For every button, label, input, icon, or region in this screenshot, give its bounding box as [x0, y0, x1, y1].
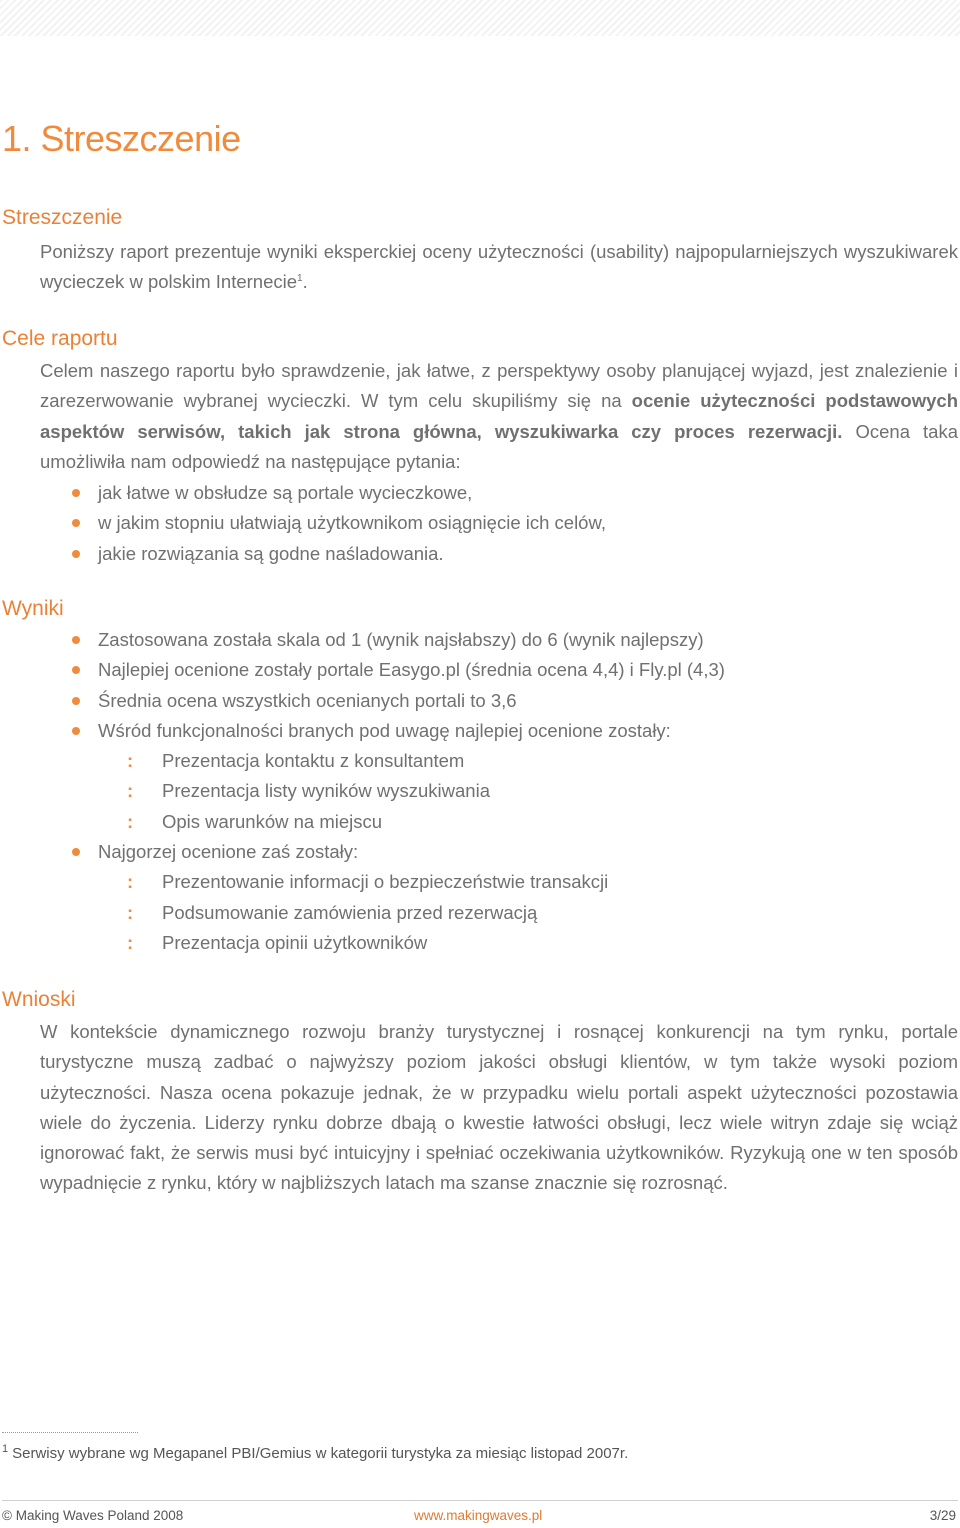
list-item	[0, 686, 960, 716]
section-heading-goals: Cele raportu	[2, 327, 118, 350]
sub-list-item	[0, 898, 960, 928]
section-heading-results: Wyniki	[2, 597, 64, 620]
page-title: 1. Streszczenie	[2, 118, 241, 159]
footer-copyright: © Making Waves Poland 2008	[2, 1508, 184, 1523]
sub-list-item-text: Prezentacja opinii użytkowników	[162, 931, 428, 953]
footnote	[2, 1443, 628, 1462]
list-item-text: Średnia ocena wszystkich ocenianych portali to 3,6	[98, 689, 517, 711]
goals-text-before: Celem naszego raportu było sprawdzenie, jak łatwe, z perspektywy osoby planującej wyjazd, jest znalezienie i zarezerwowanie wybranej wycieczki. W tym celu skupiliśmy się na	[40, 360, 958, 412]
footnote-number: 1	[2, 1443, 9, 1455]
list-item	[0, 716, 960, 746]
list-item-text: Wśród funkcjonalności branych pod uwagę najlepiej ocenione zostały:	[98, 719, 671, 741]
sub-bullet-marker: :	[127, 901, 134, 923]
bullet-dot-icon	[72, 550, 80, 558]
sub-list-item	[0, 867, 960, 897]
sub-list-item-text: Prezentacja listy wyników wyszukiwania	[162, 780, 490, 802]
conclusions-paragraph: W kontekście dynamicznego rozwoju branży turystycznej i rosnącej konkurencji na tym rynku, portale turystyczne muszą zadbać o najwyższy poziom jakości obsługi klientów, w tym także wysoki poziom użyteczności. Nasza ocena pokazuje jednak, że w przypadku wielu portali aspekt użyteczności pozostawia wiele do życzenia. Liderzy rynku dobrze dbają o kwestie łatwości obsługi, lecz wiele witryn zdaje się wciąż ignorować fakt, że serwis musi być intuicyjny i spełniać oczekiwania użytkowników. Ryzykują one w ten sposób wypadnięcie z rynku, który w najbliższych latach ma szanse znacznie się rozrosnąć.	[40, 1021, 958, 1194]
goals-text-bold: ocenie użyteczności podstawowych aspektów serwisów, takich jak strona główna, wyszukiwarka czy proces rezerwacji.	[40, 390, 958, 442]
bullet-dot-icon	[72, 727, 80, 735]
footer-divider	[2, 1500, 958, 1501]
list-item	[0, 539, 960, 569]
sub-bullet-marker: :	[127, 810, 134, 832]
bullet-dot-icon	[72, 666, 80, 674]
sub-bullet-marker: :	[127, 871, 134, 893]
sub-list-item	[0, 807, 960, 837]
sub-list-item	[0, 776, 960, 806]
results-list	[0, 625, 960, 958]
list-item	[0, 655, 960, 685]
summary-text-end: .	[302, 271, 308, 293]
sub-bullet-marker: :	[127, 931, 134, 953]
sub-list-item	[0, 746, 960, 776]
footnote-reference[interactable]: 1	[297, 273, 303, 285]
sub-list-item-text: Prezentacja kontaktu z konsultantem	[162, 750, 465, 772]
list-item-text: jakie rozwiązania są godne naśladowania.	[98, 542, 444, 564]
summary-paragraph	[40, 237, 958, 298]
list-item-text: Najlepiej ocenione zostały portale Easygo.pl (średnia ocena 4,4) i Fly.pl (4,3)	[98, 659, 725, 681]
bullet-dot-icon	[72, 519, 80, 527]
bullet-dot-icon	[72, 848, 80, 856]
goals-question-list	[0, 478, 960, 569]
bullet-dot-icon	[72, 697, 80, 705]
sub-list-item-text: Podsumowanie zamówienia przed rezerwacją	[162, 901, 538, 923]
sub-list-item-text: Prezentowanie informacji o bezpieczeństwie transakcji	[162, 871, 609, 893]
list-item-text: w jakim stopniu ułatwiają użytkownikom osiągnięcie ich celów,	[98, 512, 606, 534]
list-item	[0, 508, 960, 538]
summary-text: Poniższy raport prezentuje wyniki eksperckiej oceny użyteczności (usability) najpopularniejszych wyszukiwarek wycieczek w polskim Internecie	[40, 241, 958, 293]
list-item	[0, 625, 960, 655]
sub-bullet-marker: :	[127, 750, 134, 772]
decorative-header-band	[0, 0, 960, 36]
section-heading-summary: Streszczenie	[2, 206, 123, 229]
bullet-dot-icon	[72, 489, 80, 497]
list-item	[0, 837, 960, 867]
list-item-text: Najgorzej ocenione zaś zostały:	[98, 841, 359, 863]
footnote-divider	[2, 1432, 138, 1433]
goals-paragraph	[40, 356, 958, 477]
sub-bullet-marker: :	[127, 780, 134, 802]
sub-list-item-text: Opis warunków na miejscu	[162, 810, 383, 832]
section-heading-conclusions: Wnioski	[2, 988, 76, 1011]
bullet-dot-icon	[72, 636, 80, 644]
footnote-text: Serwisy wybrane wg Megapanel PBI/Gemius w kategorii turystyka za miesiąc listopad 2007r.	[12, 1445, 629, 1462]
list-item-text: Zastosowana została skala od 1 (wynik najsłabszy) do 6 (wynik najlepszy)	[98, 629, 704, 650]
footer-page-number: 3/29	[929, 1508, 956, 1523]
list-item	[0, 478, 960, 508]
sub-list-item	[0, 928, 960, 958]
list-item-text: jak łatwe w obsłudze są portale wycieczkowe,	[98, 482, 473, 503]
footer-website-link[interactable]: www.makingwaves.pl	[414, 1508, 543, 1523]
goals-text-after: Ocena taka umożliwiła nam odpowiedź na następujące pytania:	[40, 420, 958, 472]
